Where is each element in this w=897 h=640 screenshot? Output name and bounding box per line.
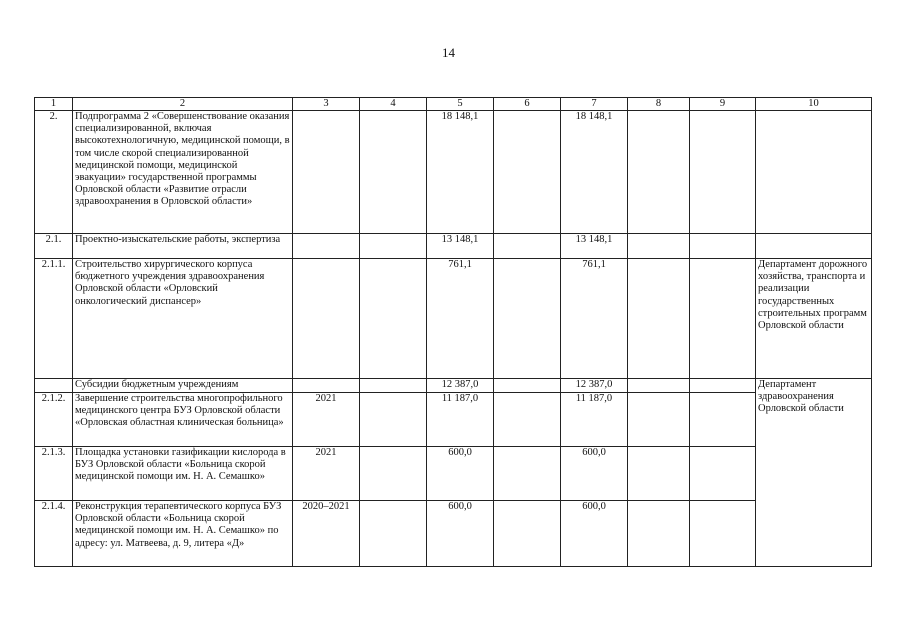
row-number [35,379,73,393]
cell-col3: 2020–2021 [293,501,360,567]
cell-col6 [494,379,561,393]
cell-col4 [360,111,427,234]
cell-col5: 11 187,0 [427,393,494,447]
cell-col7: 12 387,0 [561,379,628,393]
header-row [35,98,872,111]
cell-col4 [360,379,427,393]
cell-col7: 600,0 [561,501,628,567]
cell-col9 [690,379,756,393]
cell-col7: 761,1 [561,259,628,379]
row-name: Строительство хирургического корпуса бюджетного учреждения здравоохранения Орловской области «Орловский онкологический диспансер» [73,259,293,379]
column-header: 1 [35,98,73,111]
cell-col3: 2021 [293,393,360,447]
table-row [35,259,872,379]
cell-col7: 600,0 [561,447,628,501]
budget-table [34,97,872,567]
responsible-department: Департамент дорожного хозяйства, транспорта и реализации государственных строительных программ Орловской области [756,259,872,379]
cell-col6 [494,111,561,234]
row-number: 2.1.3. [35,447,73,501]
cell-col5: 600,0 [427,447,494,501]
cell-col5: 13 148,1 [427,234,494,259]
responsible-department: Департамент здравоохранения Орловской области [756,379,872,567]
column-header: 7 [561,98,628,111]
cell-col7: 18 148,1 [561,111,628,234]
column-header: 9 [690,98,756,111]
row-number: 2.1.2. [35,393,73,447]
column-header: 3 [293,98,360,111]
cell-col10 [756,111,872,234]
cell-col7: 11 187,0 [561,393,628,447]
cell-col3: 2021 [293,447,360,501]
cell-col9 [690,447,756,501]
column-header: 8 [628,98,690,111]
row-name: Площадка установки газификации кислорода в БУЗ Орловской области «Больница скорой медицинской помощи им. Н. А. Семашко» [73,447,293,501]
cell-col8 [628,259,690,379]
cell-col5: 600,0 [427,501,494,567]
column-header: 5 [427,98,494,111]
cell-col6 [494,447,561,501]
table-row [35,111,872,234]
row-name: Завершение строительства многопрофильного медицинского центра БУЗ Орловской области «Орловская областная клиническая больница» [73,393,293,447]
column-header: 10 [756,98,872,111]
row-name: Реконструкция терапевтического корпуса БУЗ Орловской области «Больница скорой медицинской помощи им. Н. А. Семашко» по адресу: ул. Матвеева, д. 9, литера «Д» [73,501,293,567]
cell-col8 [628,501,690,567]
cell-col6 [494,259,561,379]
column-header: 4 [360,98,427,111]
cell-col9 [690,501,756,567]
row-name: Субсидии бюджетным учреждениям [73,379,293,393]
table-row [35,501,872,567]
cell-col7: 13 148,1 [561,234,628,259]
cell-col10 [756,234,872,259]
cell-col6 [494,234,561,259]
row-number: 2.1.1. [35,259,73,379]
cell-col4 [360,234,427,259]
cell-col8 [628,447,690,501]
column-header: 2 [73,98,293,111]
cell-col3 [293,379,360,393]
cell-col9 [690,393,756,447]
page-number: 14 [442,45,455,60]
table-row [35,379,872,393]
cell-col5: 12 387,0 [427,379,494,393]
cell-col3 [293,234,360,259]
cell-col4 [360,393,427,447]
cell-col5: 18 148,1 [427,111,494,234]
cell-col8 [628,379,690,393]
row-name: Проектно-изыскательские работы, экспертиза [73,234,293,259]
cell-col6 [494,501,561,567]
row-number: 2.1.4. [35,501,73,567]
cell-col3 [293,111,360,234]
row-number: 2. [35,111,73,234]
row-name: Подпрограмма 2 «Совершенствование оказания специализированной, включая высокотехнологичную, медицинской помощи, в том числе скорой специализированной медицинской помощи, медицинской эвакуации» государственной программы Орловской области «Развитие отрасли здравоохранения в Орловской области» [73,111,293,234]
cell-col9 [690,234,756,259]
cell-col8 [628,234,690,259]
row-number: 2.1. [35,234,73,259]
table-row [35,393,872,447]
cell-col8 [628,111,690,234]
cell-col4 [360,501,427,567]
cell-col4 [360,259,427,379]
column-header: 6 [494,98,561,111]
table-row [35,234,872,259]
cell-col9 [690,259,756,379]
cell-col8 [628,393,690,447]
cell-col5: 761,1 [427,259,494,379]
cell-col6 [494,393,561,447]
cell-col3 [293,259,360,379]
table-row [35,447,872,501]
cell-col4 [360,447,427,501]
cell-col9 [690,111,756,234]
